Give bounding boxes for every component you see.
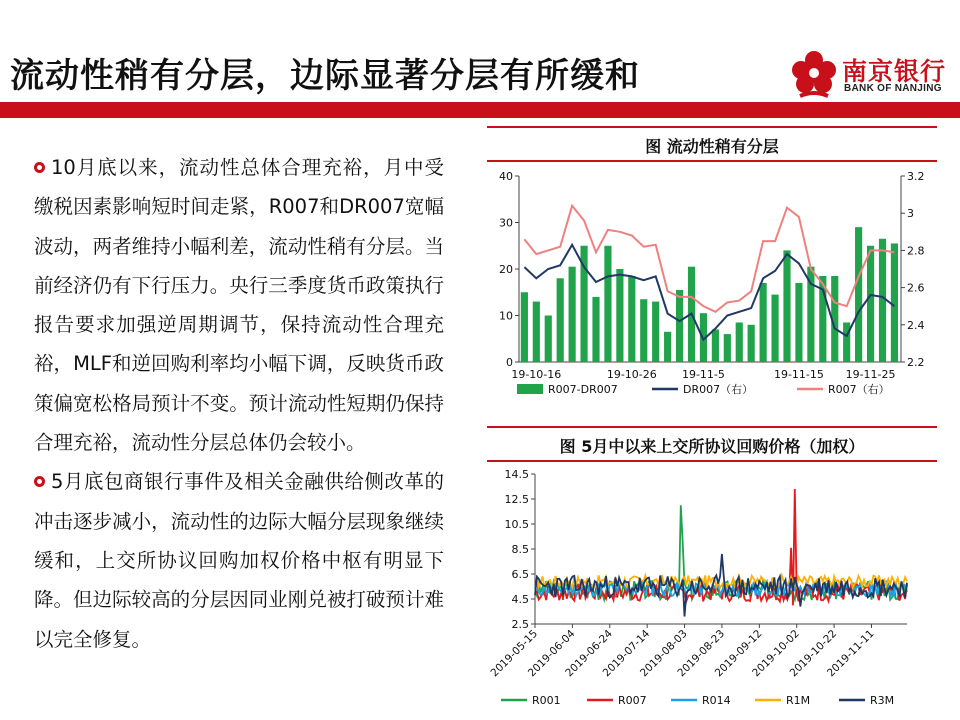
bank-logo — [790, 50, 955, 102]
chart1-bar — [783, 250, 790, 362]
chart2-x-tick-label: 2019-09-12 — [712, 627, 765, 680]
chart1-bar — [628, 276, 635, 362]
chart1-x-tick-label: 19-11-15 — [773, 368, 824, 381]
chart1-bar — [652, 302, 659, 362]
chart2-y-tick-label: 14.5 — [504, 468, 529, 481]
chart2-legend-label: R001 — [532, 694, 561, 707]
chart2-x-tick-label: 2019-08-23 — [675, 627, 728, 680]
chart1-bar — [712, 329, 719, 362]
chart1-right-tick-label: 3 — [907, 207, 914, 221]
chart1-bar — [533, 302, 540, 362]
chart1-bar — [771, 295, 778, 362]
chart1-bar — [795, 283, 802, 362]
chart2-x-tick-label: 2019-10-22 — [787, 627, 840, 680]
chart2-panel — [487, 426, 937, 716]
chart2-y-tick-label: 4.5 — [511, 593, 529, 606]
chart1-bar — [736, 322, 743, 362]
chart2-x-tick-label: 2019-05-15 — [488, 627, 541, 680]
chart1-bar — [569, 267, 576, 362]
chart2-x-tick-label: 2019-06-04 — [525, 627, 578, 680]
chart1-bar — [557, 278, 564, 362]
chart1-svg — [487, 162, 937, 407]
chart1-bar — [604, 246, 611, 362]
bank-name-cn: 南京银行 — [842, 57, 947, 86]
chart1-left-tick-label: 0 — [506, 356, 513, 369]
chart1-bar — [592, 297, 599, 362]
chart1-bar — [616, 269, 623, 362]
chart2-svg — [487, 462, 937, 716]
chart1-legend-label: R007（右） — [828, 383, 890, 396]
chart2-x-tick-label: 2019-06-24 — [563, 627, 615, 680]
chart1-x-tick-label: 19-10-16 — [511, 368, 562, 381]
chart1-right-tick-label: 2.8 — [907, 244, 925, 258]
chart2-legend-label: R007 — [618, 694, 647, 707]
chart1-bar — [891, 243, 898, 362]
chart1-bar — [843, 322, 850, 362]
chart2-y-tick-label: 10.5 — [504, 518, 529, 531]
chart1-bar — [724, 334, 731, 362]
chart1-right-tick-label: 2.6 — [907, 281, 925, 295]
chart2-legend-label: R3M — [870, 694, 895, 707]
chart1-x-tick-label: 19-10-26 — [606, 368, 657, 381]
chart2-title: 图 5月中以来上交所协议回购价格（加权） — [559, 437, 865, 456]
chart2-legend-label: R014 — [702, 694, 731, 707]
chart2-y-tick-label: 2.5 — [511, 618, 529, 631]
chart1-x-tick-label: 19-11-5 — [681, 368, 725, 381]
title-divider — [0, 102, 960, 118]
flower-logo-icon — [790, 50, 838, 102]
chart1-bar — [640, 299, 647, 362]
chart2-legend-label: R1M — [786, 694, 811, 707]
chart1-x-tick-label: 19-11-25 — [845, 368, 896, 381]
chart1-line-dr007 — [524, 245, 894, 340]
chart1-left-tick-label: 10 — [499, 309, 513, 323]
paragraph-2-text: 5月底包商银行事件及相关金融供给侧改革的冲击逐步减小，流动性的边际大幅分层现象继续缓和，上交所协议回购加权价格中枢有明显下降。但边际较高的分层因同业刚兑被打破预计难以完全修复。 — [34, 470, 444, 651]
chart1-bar — [521, 292, 528, 362]
paragraph-2 — [34, 462, 444, 658]
chart2-y-tick-label: 8.5 — [511, 543, 529, 556]
chart2-x-tick-label: 2019-11-11 — [824, 627, 877, 680]
bullet-icon — [34, 476, 45, 487]
chart1-bar — [879, 239, 886, 362]
chart1-left-tick-label: 20 — [499, 263, 513, 276]
chart1-title: 图 流动性稍有分层 — [645, 137, 779, 156]
chart2-x-tick-label: 2019-10-02 — [750, 627, 802, 680]
chart1-left-tick-label: 40 — [499, 170, 513, 183]
bank-name-en: BANK OF NANJING — [844, 83, 942, 94]
chart2-y-tick-label: 6.5 — [511, 568, 529, 581]
chart1-bar — [676, 290, 683, 362]
chart1-bar — [867, 246, 874, 362]
chart1-bar — [545, 316, 552, 363]
chart1-right-tick-label: 3.2 — [907, 170, 925, 183]
chart1-bar — [748, 325, 755, 362]
chart1-legend-swatch — [517, 384, 543, 394]
paragraph-1-text: 10月底以来，流动性总体合理充裕，月中受缴税因素影响短时间走紧，R007和DR007宽幅波动，两者维持小幅利差，流动性稍有分层。当前经济仍有下行压力。央行三季度货币政策执行报告要求加强逆周期调节，保持流动性合理充裕，MLF和逆回购利率均小幅下调，反映货币政策偏宽松格局预计不变。预计流动性短期仍保持合理充裕，流动性分层总体仍会较小。 — [34, 156, 444, 455]
chart2-y-tick-label: 12.5 — [504, 493, 529, 506]
body-text — [34, 148, 444, 659]
chart1-legend-label: DR007（右） — [683, 383, 754, 396]
chart1-legend-label: R007-DR007 — [548, 383, 618, 396]
chart1-bar — [664, 332, 671, 362]
chart2-x-tick-label: 2019-08-03 — [638, 627, 690, 680]
paragraph-1 — [34, 148, 444, 462]
chart2-x-tick-label: 2019-07-14 — [600, 627, 653, 680]
bullet-icon — [34, 162, 45, 173]
chart1-right-tick-label: 2.2 — [907, 356, 925, 369]
chart1-panel — [487, 126, 937, 406]
chart2-top-rule — [487, 426, 937, 428]
chart1-top-rule — [487, 126, 937, 128]
chart1-left-tick-label: 30 — [499, 216, 513, 230]
slide-title: 流动性稍有分层，边际显著分层有所缓和 — [10, 56, 640, 96]
chart1-bar — [855, 227, 862, 362]
chart1-right-tick-label: 2.4 — [907, 318, 925, 332]
chart1-bar — [760, 283, 767, 362]
